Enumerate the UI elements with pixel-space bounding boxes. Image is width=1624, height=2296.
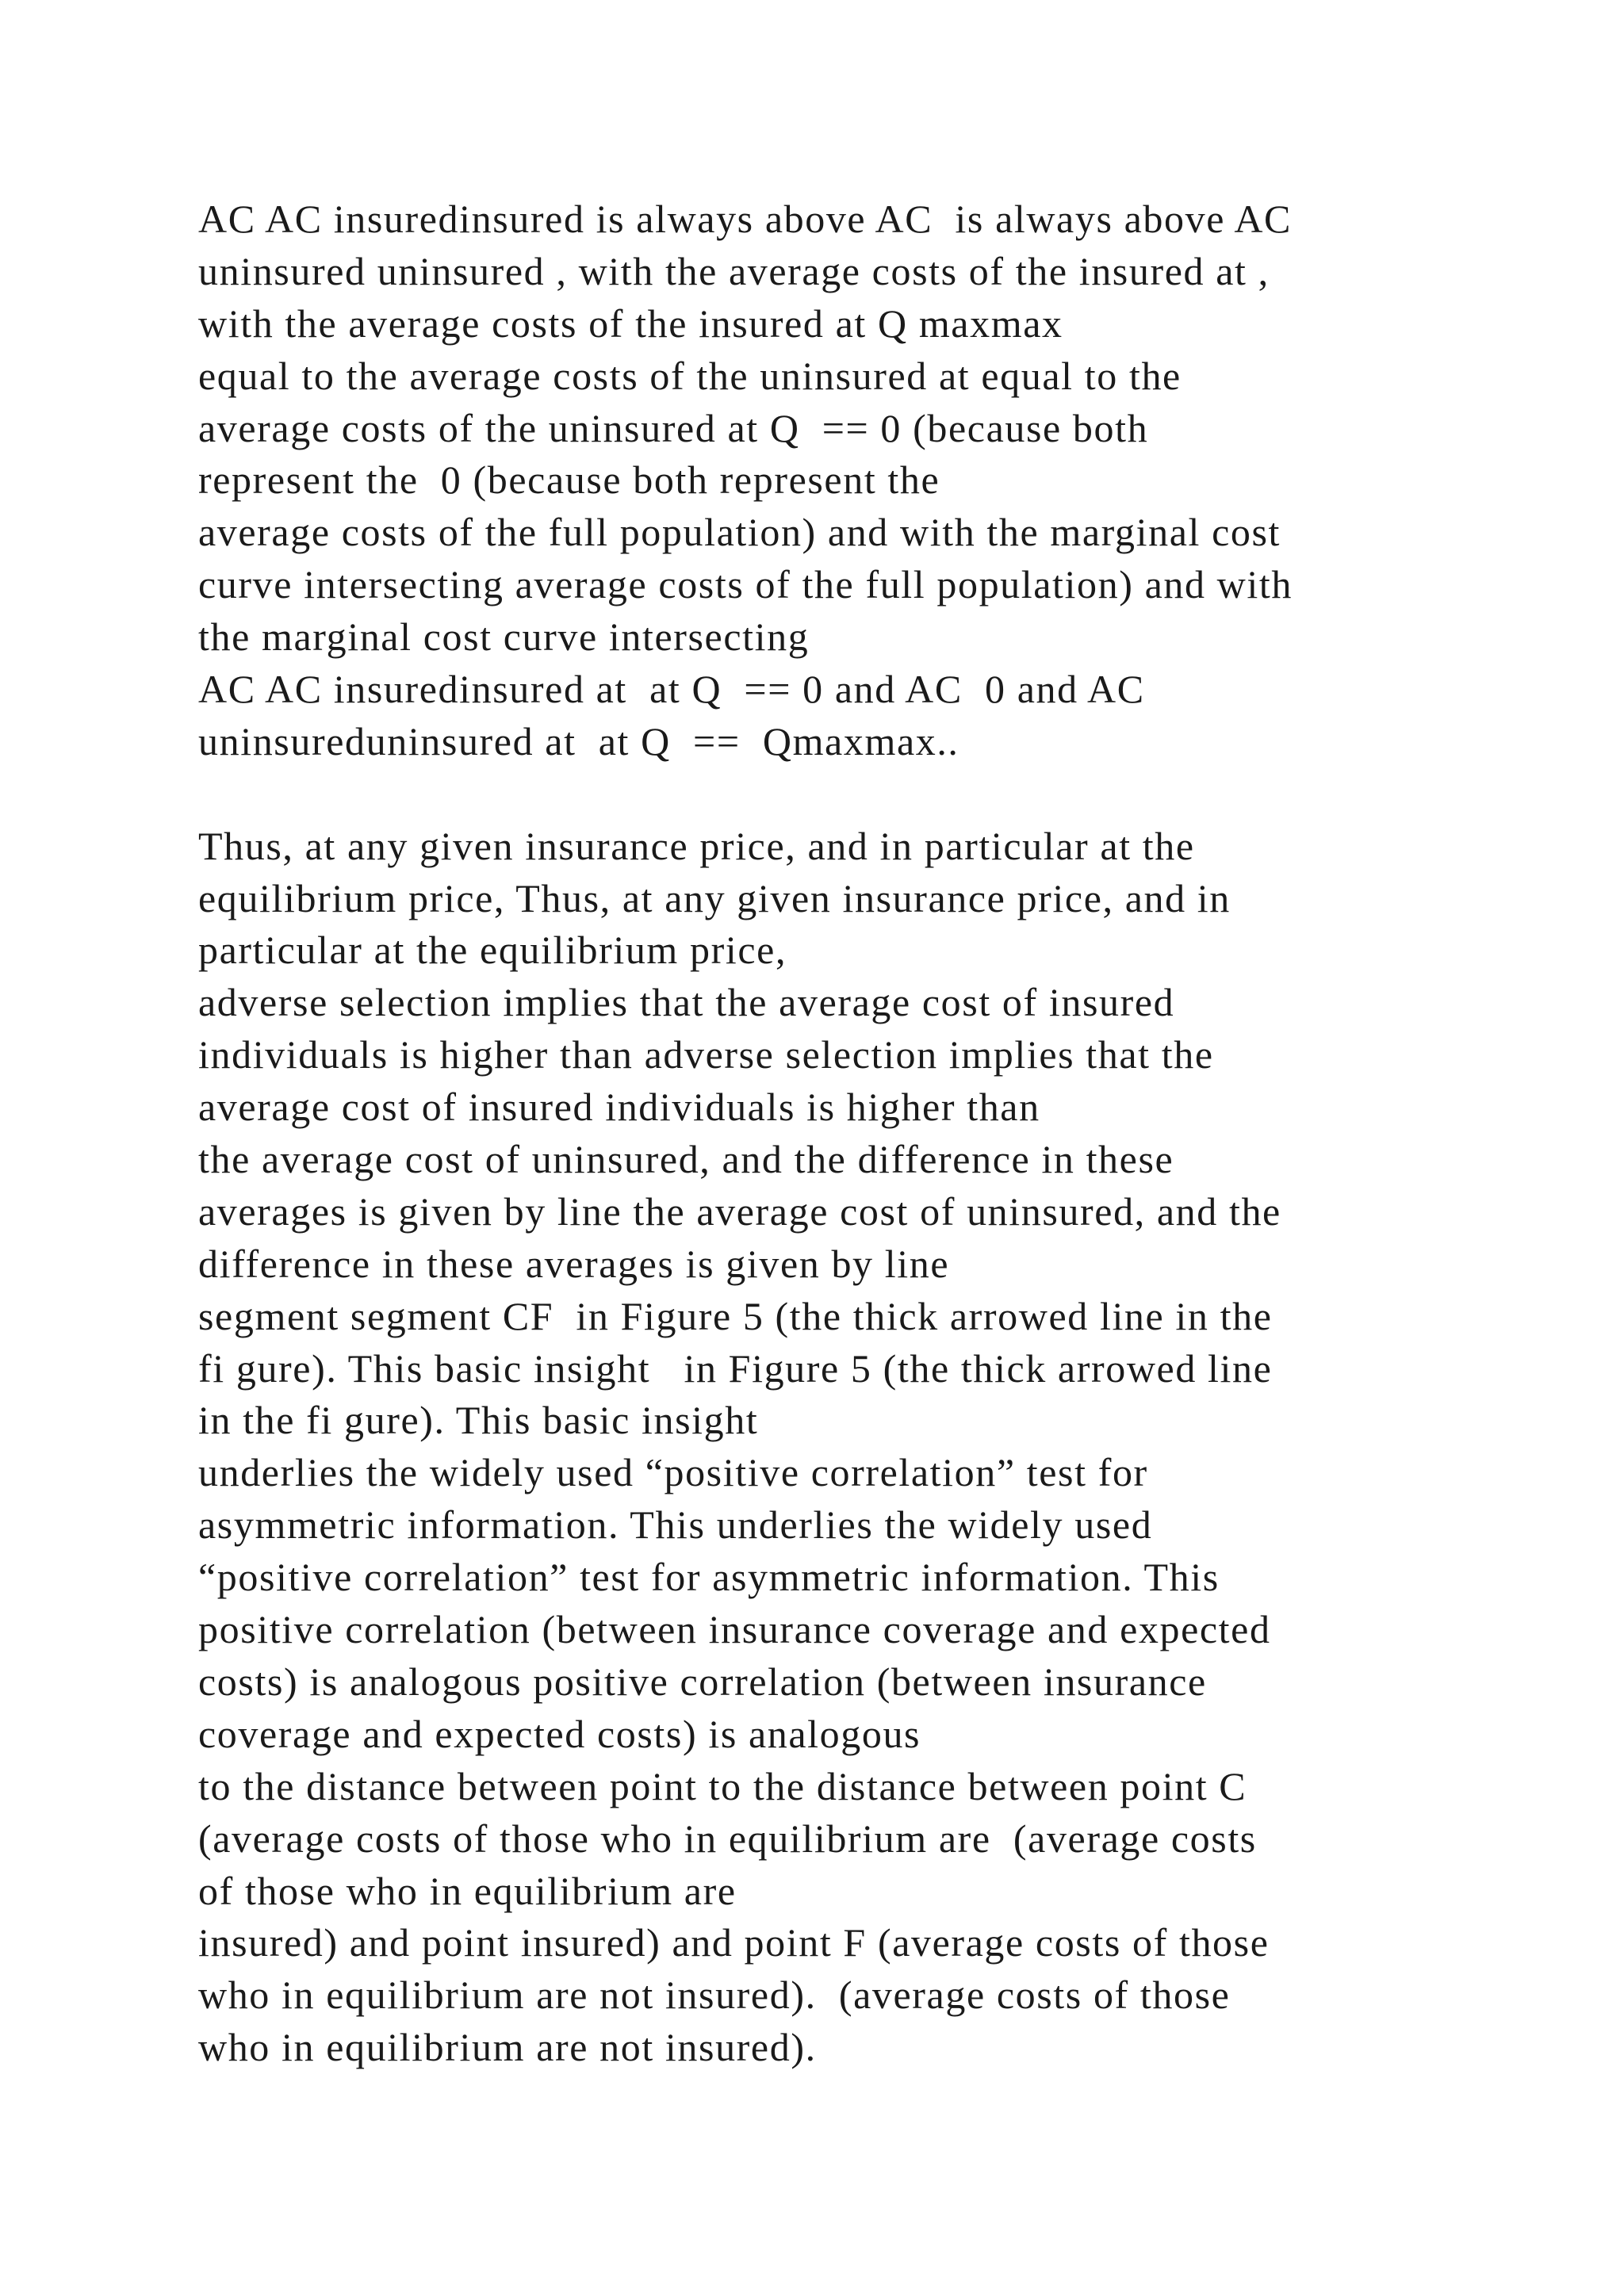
text-line: asymmetric information. This underlies the widely used bbox=[198, 1502, 1153, 1548]
text-line: the average cost of uninsured, and the difference in these bbox=[198, 1137, 1174, 1182]
text-line: (average costs of those who in equilibrium are (average costs bbox=[198, 1816, 1257, 1861]
text-line: underlies the widely used “positive correlation” test for bbox=[198, 1450, 1148, 1495]
text-line: average cost of insured individuals is higher than bbox=[198, 1085, 1040, 1130]
text-line: individuals is higher than adverse selection implies that the bbox=[198, 1032, 1214, 1077]
text-line: averages is given by line the average cost of uninsured, and the bbox=[198, 1188, 1281, 1234]
text-line: fi gure). This basic insight in Figure 5 (the thick arrowed line bbox=[198, 1345, 1273, 1391]
text-line: average costs of the uninsured at Q == 0 (because both bbox=[198, 405, 1149, 450]
document-body bbox=[198, 193, 1507, 2074]
text-line: positive correlation (between insurance coverage and expected bbox=[198, 1607, 1271, 1652]
text-line: the marginal cost curve intersecting bbox=[198, 614, 810, 660]
text-line: uninsureduninsured at at Q == Qmaxmax.. bbox=[198, 718, 959, 763]
paragraph-2 bbox=[198, 821, 1507, 2074]
text-line: difference in these averages is given by line bbox=[198, 1241, 950, 1286]
text-line: curve intersecting average costs of the full population) and with bbox=[198, 562, 1293, 607]
text-line: “positive correlation” test for asymmetric information. This bbox=[198, 1555, 1220, 1600]
text-line: uninsured uninsured , with the average costs of the insured at , bbox=[198, 248, 1270, 293]
text-line: equal to the average costs of the uninsured at equal to the bbox=[198, 353, 1182, 398]
text-line: who in equilibrium are not insured). bbox=[198, 2025, 817, 2070]
text-line: adverse selection implies that the average cost of insured bbox=[198, 980, 1175, 1025]
text-line: with the average costs of the insured at Q maxmax bbox=[198, 300, 1063, 346]
text-line: equilibrium price, Thus, at any given insurance price, and in bbox=[198, 875, 1231, 920]
text-line: AC AC insuredinsured is always above AC is always above AC bbox=[198, 197, 1292, 241]
text-line: AC AC insuredinsured at at Q == 0 and AC 0 and AC bbox=[198, 667, 1145, 712]
text-line: represent the 0 (because both represent the bbox=[198, 457, 940, 503]
text-line: who in equilibrium are not insured). (average costs of those bbox=[198, 1973, 1231, 2018]
text-line: average costs of the full population) and with the marginal cost bbox=[198, 510, 1281, 555]
text-line: of those who in equilibrium are bbox=[198, 1868, 737, 1913]
text-line: Thus, at any given insurance price, and in particular at the bbox=[198, 823, 1195, 868]
text-line: particular at the equilibrium price, bbox=[198, 928, 787, 973]
paragraph-gap bbox=[198, 768, 1507, 821]
text-line: in the fi gure). This basic insight bbox=[198, 1398, 759, 1443]
text-line: segment segment CF in Figure 5 (the thick arrowed line in the bbox=[198, 1293, 1273, 1338]
text-line: to the distance between point to the distance between point C bbox=[198, 1763, 1247, 1808]
text-line: costs) is analogous positive correlation (between insurance bbox=[198, 1659, 1207, 1704]
text-line: insured) and point insured) and point F (average costs of those bbox=[198, 1920, 1270, 1965]
paragraph-1 bbox=[198, 193, 1507, 768]
text-line: coverage and expected costs) is analogous bbox=[198, 1711, 921, 1756]
